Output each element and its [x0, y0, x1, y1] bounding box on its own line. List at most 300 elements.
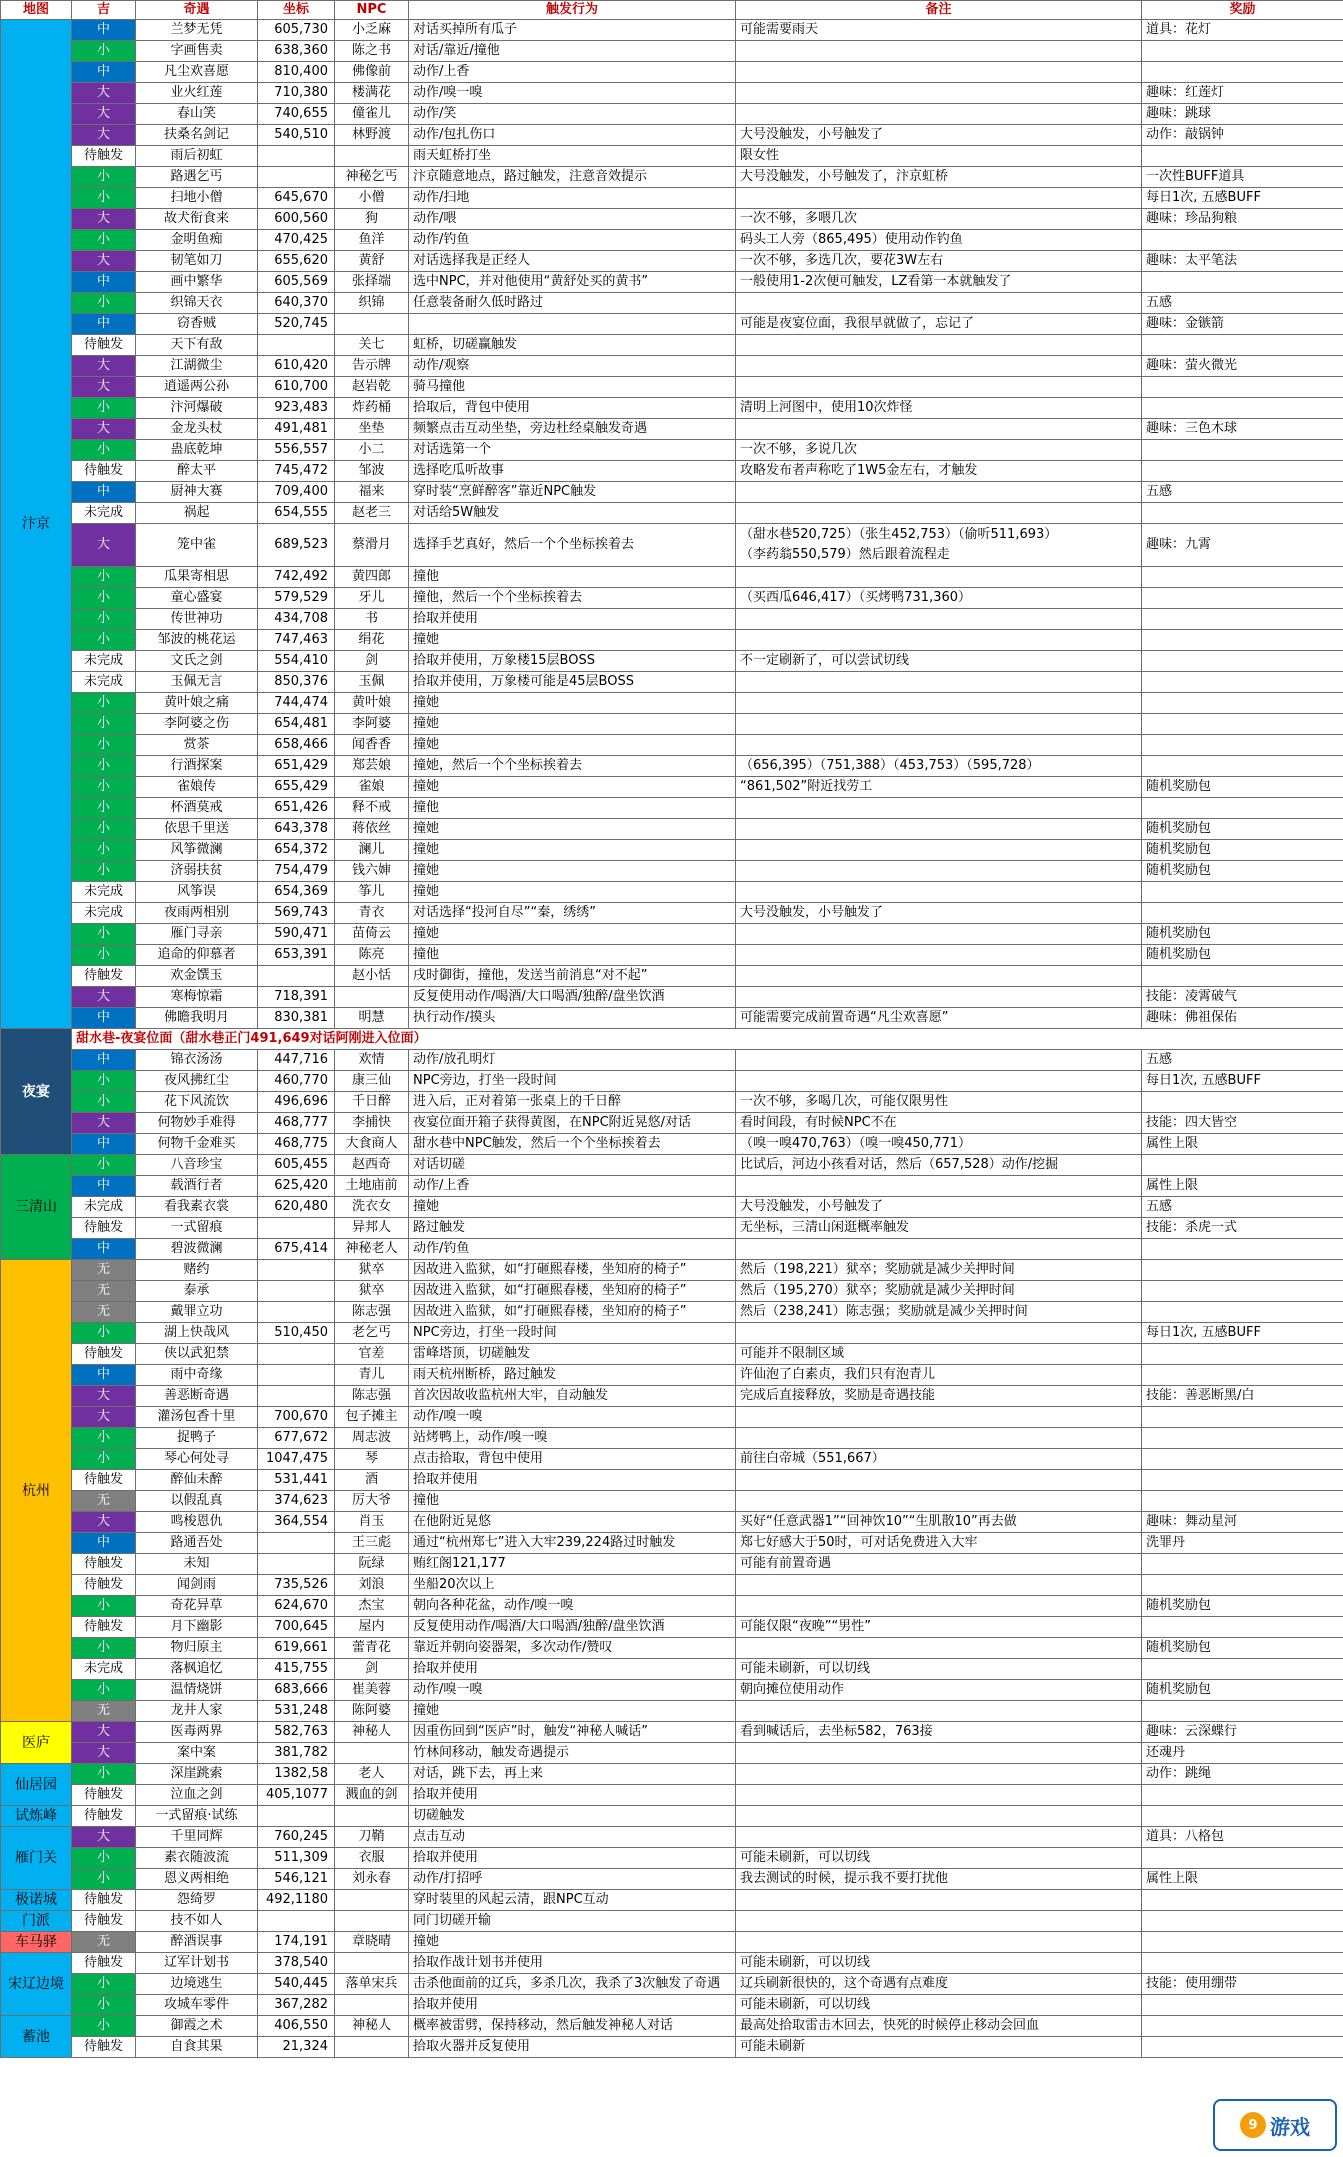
table-row: [1, 461, 1343, 482]
npc-cell: [335, 987, 409, 1008]
coord-cell: [258, 1218, 335, 1239]
note-cell: 可能未刷新: [736, 2037, 1142, 2058]
npc-cell: 刘浪: [335, 1575, 409, 1596]
npc-cell: 绢花: [335, 630, 409, 651]
reward-cell: [1142, 1428, 1343, 1449]
trigger-cell: 对话切磋: [409, 1155, 736, 1176]
name-cell: 锦衣汤汤: [136, 1050, 258, 1071]
trigger-cell: 因故进入监狱，如“打砸熙春楼，坐知府的椅子”: [409, 1302, 736, 1323]
npc-cell: 苗倚云: [335, 924, 409, 945]
note-cell: 一次不够，多选几次，要花3W左右: [736, 251, 1142, 272]
table-row: [1, 272, 1343, 293]
trigger-cell: 动作/扫地: [409, 188, 736, 209]
coord-cell: 745,472: [258, 461, 335, 482]
table-row: [1, 1848, 1343, 1869]
name-cell: 千里同辉: [136, 1827, 258, 1848]
coord-cell: 700,645: [258, 1617, 335, 1638]
name-cell: 寒梅惊霜: [136, 987, 258, 1008]
grade-cell: 无: [72, 1281, 136, 1302]
reward-cell: 趣味：云深蝶行: [1142, 1722, 1343, 1743]
note-cell: 买好“任意武器1”“回神饮10”“生肌散10”再去做: [736, 1512, 1142, 1533]
coord-cell: [258, 1554, 335, 1575]
coord-cell: 582,763: [258, 1722, 335, 1743]
npc-cell: 释不戒: [335, 798, 409, 819]
table-row: [1, 1722, 1343, 1743]
note-cell: 朝向摊位使用动作: [736, 1680, 1142, 1701]
reward-cell: [1142, 1932, 1343, 1953]
note-cell: [736, 1323, 1142, 1344]
grade-cell: 无: [72, 1932, 136, 1953]
trigger-cell: NPC旁边，打坐一段时间: [409, 1323, 736, 1344]
npc-cell: 林野渡: [335, 125, 409, 146]
table-row: [1, 146, 1343, 167]
npc-cell: 神秘人: [335, 2016, 409, 2037]
note-cell: [736, 567, 1142, 588]
site-watermark: [1213, 2099, 1337, 2151]
grade-cell: 小: [72, 41, 136, 62]
reward-cell: [1142, 1554, 1343, 1575]
note-cell: [736, 1827, 1142, 1848]
name-cell: 夜风拂红尘: [136, 1071, 258, 1092]
trigger-cell: 贿红阁121,177: [409, 1554, 736, 1575]
coord-cell: 470,425: [258, 230, 335, 251]
reward-cell: 五感: [1142, 1197, 1343, 1218]
name-cell: 花下风流饮: [136, 1092, 258, 1113]
npc-cell: 剑: [335, 651, 409, 672]
coord-cell: [258, 1344, 335, 1365]
grade-cell: 小: [72, 2016, 136, 2037]
table-row: [1, 188, 1343, 209]
name-cell: 雁门寻亲: [136, 924, 258, 945]
trigger-cell: 点击拾取，背包中使用: [409, 1449, 736, 1470]
table-row: [1, 798, 1343, 819]
coord-cell: [258, 1533, 335, 1554]
table-row: [1, 503, 1343, 524]
reward-cell: [1142, 1575, 1343, 1596]
grade-cell: 无: [72, 1260, 136, 1281]
map-cell: 雁门关: [1, 1827, 72, 1890]
note-cell: [736, 335, 1142, 356]
reward-cell: 技能：杀虎一式: [1142, 1218, 1343, 1239]
note-cell: （656,395）（751,388）（453,753）（595,728）: [736, 756, 1142, 777]
trigger-cell: 撞她: [409, 819, 736, 840]
coord-cell: 492,1180: [258, 1890, 335, 1911]
reward-cell: [1142, 693, 1343, 714]
coord-cell: 510,450: [258, 1323, 335, 1344]
note-cell: 许仙泡了白素贞，我们只有泡青儿: [736, 1365, 1142, 1386]
note-cell: [736, 1239, 1142, 1260]
npc-cell: 张择端: [335, 272, 409, 293]
coord-cell: 406,550: [258, 2016, 335, 2037]
trigger-cell: 反复使用动作/喝酒/大口喝酒/独醉/盘坐饮酒: [409, 987, 736, 1008]
coord-cell: [258, 1365, 335, 1386]
reward-cell: [1142, 882, 1343, 903]
coord-cell: 600,560: [258, 209, 335, 230]
trigger-cell: 点击互动: [409, 1827, 736, 1848]
map-cell: 宋辽边境: [1, 1953, 72, 2016]
coord-cell: 640,370: [258, 293, 335, 314]
trigger-cell: 靠近并朝向姿器架，多次动作/赞叹: [409, 1638, 736, 1659]
name-cell: 春山笑: [136, 104, 258, 125]
npc-cell: 包子摊主: [335, 1407, 409, 1428]
note-cell: [736, 1575, 1142, 1596]
grade-cell: 中: [72, 272, 136, 293]
coord-cell: 710,380: [258, 83, 335, 104]
name-cell: 济弱扶贫: [136, 861, 258, 882]
coord-cell: [258, 1911, 335, 1932]
grade-cell: 小: [72, 777, 136, 798]
name-cell: 奇花异草: [136, 1596, 258, 1617]
table-row: [1, 1995, 1343, 2016]
table-row: [1, 1617, 1343, 1638]
coord-cell: 658,466: [258, 735, 335, 756]
table-row: [1, 1869, 1343, 1890]
grade-cell: 大: [72, 251, 136, 272]
table-row: [1, 398, 1343, 419]
coord-cell: [258, 1302, 335, 1323]
npc-cell: 坐垫: [335, 419, 409, 440]
trigger-cell: 任意装备耐久低时路过: [409, 293, 736, 314]
reward-cell: [1142, 1260, 1343, 1281]
name-cell: 医毒两界: [136, 1722, 258, 1743]
coord-cell: 747,463: [258, 630, 335, 651]
note-cell: [736, 798, 1142, 819]
note-cell: [736, 861, 1142, 882]
grade-cell: 小: [72, 630, 136, 651]
reward-cell: [1142, 1701, 1343, 1722]
name-cell: 杯酒莫戒: [136, 798, 258, 819]
name-cell: 兰梦无凭: [136, 20, 258, 41]
note-cell: 大号没触发，小号触发了: [736, 1197, 1142, 1218]
reward-cell: [1142, 1365, 1343, 1386]
name-cell: 湖上快哉风: [136, 1323, 258, 1344]
grade-cell: 小: [72, 756, 136, 777]
trigger-cell: 撞他: [409, 798, 736, 819]
trigger-cell: 撞她: [409, 1197, 736, 1218]
name-cell: 侠以武犯禁: [136, 1344, 258, 1365]
name-cell: 雨后初虹: [136, 146, 258, 167]
note-cell: [736, 966, 1142, 987]
reward-cell: [1142, 2016, 1343, 2037]
coord-cell: 610,700: [258, 377, 335, 398]
npc-cell: 溅血的剑: [335, 1785, 409, 1806]
coord-cell: 605,730: [258, 20, 335, 41]
grade-cell: 未完成: [72, 1659, 136, 1680]
note-cell: 限女性: [736, 146, 1142, 167]
trigger-cell: 撞他: [409, 567, 736, 588]
note-cell: [736, 419, 1142, 440]
reward-cell: 动作：敲锅钟: [1142, 125, 1343, 146]
name-cell: 织锦天衣: [136, 293, 258, 314]
npc-cell: 剑: [335, 1659, 409, 1680]
grade-cell: 小: [72, 1869, 136, 1890]
name-cell: 蛊底乾坤: [136, 440, 258, 461]
grade-cell: 小: [72, 819, 136, 840]
npc-cell: 落单宋兵: [335, 1974, 409, 1995]
name-cell: 龙井人家: [136, 1701, 258, 1722]
name-cell: 载酒行者: [136, 1176, 258, 1197]
npc-cell: 神秘老人: [335, 1239, 409, 1260]
header-trigger: 触发行为: [409, 1, 736, 20]
trigger-cell: 穿时装里的风起云清，跟NPC互动: [409, 1890, 736, 1911]
table-body: [1, 20, 1343, 2058]
grade-cell: 小: [72, 167, 136, 188]
reward-cell: [1142, 398, 1343, 419]
reward-cell: [1142, 377, 1343, 398]
reward-cell: 五感: [1142, 1050, 1343, 1071]
coord-cell: 569,743: [258, 903, 335, 924]
npc-cell: [335, 1806, 409, 1827]
table-row: [1, 1281, 1343, 1302]
note-cell: [736, 609, 1142, 630]
trigger-cell: 拾取后，背包中使用: [409, 398, 736, 419]
grade-cell: 大: [72, 419, 136, 440]
grade-cell: 小: [72, 1680, 136, 1701]
name-cell: 自食其果: [136, 2037, 258, 2058]
note-cell: 比试后，河边小孩看对话，然后（657,528）动作/挖掘: [736, 1155, 1142, 1176]
coord-cell: 605,455: [258, 1155, 335, 1176]
npc-cell: 陈志强: [335, 1302, 409, 1323]
trigger-cell: 撞他: [409, 945, 736, 966]
name-cell: 雨中奇缘: [136, 1365, 258, 1386]
name-cell: 物归原主: [136, 1638, 258, 1659]
coord-cell: 754,479: [258, 861, 335, 882]
coord-cell: 620,480: [258, 1197, 335, 1218]
table-row: [1, 125, 1343, 146]
note-cell: [736, 1764, 1142, 1785]
npc-cell: 关七: [335, 335, 409, 356]
npc-cell: 土地庙前: [335, 1176, 409, 1197]
name-cell: 醉仙未醉: [136, 1470, 258, 1491]
trigger-cell: 雨天杭州断桥，路过触发: [409, 1365, 736, 1386]
trigger-cell: 汴京随意地点，路过触发，注意音效提示: [409, 167, 736, 188]
note-cell: 辽兵刷新很快的，这个奇遇有点难度: [736, 1974, 1142, 1995]
table-row: [1, 356, 1343, 377]
npc-cell: [335, 1911, 409, 1932]
note-cell: [736, 188, 1142, 209]
coord-cell: 434,708: [258, 609, 335, 630]
reward-cell: [1142, 1995, 1343, 2016]
note-cell: [736, 293, 1142, 314]
reward-cell: [1142, 41, 1343, 62]
reward-cell: 随机奖励包: [1142, 861, 1343, 882]
table-row: [1, 1239, 1343, 1260]
coord-cell: 923,483: [258, 398, 335, 419]
table-row: [1, 1680, 1343, 1701]
note-cell: 可能未刷新，可以切线: [736, 1848, 1142, 1869]
name-cell: 夜雨两相别: [136, 903, 258, 924]
grade-cell: 待触发: [72, 1953, 136, 1974]
table-row: [1, 1701, 1343, 1722]
npc-cell: 筝儿: [335, 882, 409, 903]
coord-cell: 381,782: [258, 1743, 335, 1764]
trigger-cell: 选中NPC，并对他使用“黄舒处买的黄书”: [409, 272, 736, 293]
npc-cell: 炸药桶: [335, 398, 409, 419]
header-grade: 吉: [72, 1, 136, 20]
name-cell: 御霞之术: [136, 2016, 258, 2037]
reward-cell: 趣味：跳球: [1142, 104, 1343, 125]
table-row: [1, 1911, 1343, 1932]
npc-cell: 钱六婶: [335, 861, 409, 882]
note-cell: “861,502”附近找劳工: [736, 777, 1142, 798]
grade-cell: 中: [72, 314, 136, 335]
note-cell: [736, 1071, 1142, 1092]
trigger-cell: 拾取并使用，万象楼15层BOSS: [409, 651, 736, 672]
reward-cell: 一次性BUFF道具: [1142, 167, 1343, 188]
grade-cell: 无: [72, 1701, 136, 1722]
reward-cell: [1142, 2037, 1343, 2058]
table-row: [1, 1806, 1343, 1827]
table-row: [1, 2037, 1343, 2058]
trigger-cell: 击杀他面前的辽兵，多杀几次，我杀了3次触发了奇遇: [409, 1974, 736, 1995]
npc-cell: 明慧: [335, 1008, 409, 1029]
note-cell: [736, 840, 1142, 861]
coord-cell: 700,670: [258, 1407, 335, 1428]
table-row: [1, 987, 1343, 1008]
reward-cell: [1142, 651, 1343, 672]
trigger-cell: 撞她: [409, 777, 736, 798]
name-cell: 温情烧饼: [136, 1680, 258, 1701]
reward-cell: [1142, 903, 1343, 924]
trigger-cell: 拾取作战计划书并使用: [409, 1953, 736, 1974]
grade-cell: 中: [72, 482, 136, 503]
trigger-cell: 动作/上香: [409, 62, 736, 83]
trigger-cell: 执行动作/摸头: [409, 1008, 736, 1029]
name-cell: 祸起: [136, 503, 258, 524]
npc-cell: 黄四郎: [335, 567, 409, 588]
trigger-cell: 竹林间移动，触发奇遇提示: [409, 1743, 736, 1764]
npc-cell: 杰宝: [335, 1596, 409, 1617]
npc-cell: 琴: [335, 1449, 409, 1470]
name-cell: 泣血之剑: [136, 1785, 258, 1806]
note-cell: 可能并不限制区域: [736, 1344, 1142, 1365]
name-cell: 怨绮罗: [136, 1890, 258, 1911]
table-row: [1, 1596, 1343, 1617]
name-cell: 画中繁华: [136, 272, 258, 293]
reward-cell: 每日1次, 五感BUFF: [1142, 1071, 1343, 1092]
grade-cell: 小: [72, 924, 136, 945]
note-cell: 可能需要完成前置奇遇“凡尘欢喜愿”: [736, 1008, 1142, 1029]
trigger-cell: 对话选择“投河自尽”“秦，绣绣”: [409, 903, 736, 924]
npc-cell: 澜儿: [335, 840, 409, 861]
note-cell: 不一定刷新了，可以尝试切线: [736, 651, 1142, 672]
coord-cell: 638,360: [258, 41, 335, 62]
name-cell: 行酒探案: [136, 756, 258, 777]
note-cell: [736, 377, 1142, 398]
note-cell: （嗅一嗅470,763）（嗅一嗅450,771）: [736, 1134, 1142, 1155]
coord-cell: 540,510: [258, 125, 335, 146]
name-cell: 扫地小僧: [136, 188, 258, 209]
table-row: [1, 1890, 1343, 1911]
map-cell: 夜宴: [1, 1029, 72, 1155]
grade-cell: 小: [72, 440, 136, 461]
npc-cell: 狱卒: [335, 1260, 409, 1281]
note-cell: [736, 987, 1142, 1008]
reward-cell: 趣味：九霄: [1142, 524, 1343, 567]
coord-cell: 415,755: [258, 1659, 335, 1680]
reward-cell: 趣味：萤火微光: [1142, 356, 1343, 377]
name-cell: 赌约: [136, 1260, 258, 1281]
note-cell: 然后（238,241）陈志强；奖励就是减少关押时间: [736, 1302, 1142, 1323]
watermark-text: 游戏: [1270, 2114, 1310, 2139]
note-cell: （买西瓜646,417）（买烤鸭731,360）: [736, 588, 1142, 609]
table-row: [1, 567, 1343, 588]
note-cell: [736, 1407, 1142, 1428]
reward-cell: 每日1次, 五感BUFF: [1142, 1323, 1343, 1344]
coord-cell: 624,670: [258, 1596, 335, 1617]
name-cell: 凡尘欢喜愿: [136, 62, 258, 83]
grade-cell: 小: [72, 945, 136, 966]
name-cell: 捉鸭子: [136, 1428, 258, 1449]
npc-cell: 小僧: [335, 188, 409, 209]
grade-cell: 大: [72, 1407, 136, 1428]
reward-cell: 趣味：太平笔法: [1142, 251, 1343, 272]
table-row: [1, 62, 1343, 83]
note-cell: [736, 1428, 1142, 1449]
note-cell: [736, 882, 1142, 903]
reward-cell: 随机奖励包: [1142, 1638, 1343, 1659]
npc-cell: 狗: [335, 209, 409, 230]
note-cell: [736, 1638, 1142, 1659]
grade-cell: 小: [72, 398, 136, 419]
name-cell: 辽军计划书: [136, 1953, 258, 1974]
reward-cell: [1142, 756, 1343, 777]
coord-cell: 1382,58: [258, 1764, 335, 1785]
npc-cell: 阮绿: [335, 1554, 409, 1575]
trigger-cell: 对话给5W触发: [409, 503, 736, 524]
trigger-cell: NPC旁边，打坐一段时间: [409, 1071, 736, 1092]
reward-cell: 随机奖励包: [1142, 777, 1343, 798]
name-cell: 黄叶娘之痛: [136, 693, 258, 714]
trigger-cell: 拾取并使用: [409, 1995, 736, 2016]
reward-cell: [1142, 798, 1343, 819]
name-cell: 善恶断奇遇: [136, 1386, 258, 1407]
map-cell: 试炼峰: [1, 1806, 72, 1827]
grade-cell: 小: [72, 188, 136, 209]
grade-cell: 小: [72, 1449, 136, 1470]
npc-cell: 雀娘: [335, 777, 409, 798]
table-row: [1, 1344, 1343, 1365]
coord-cell: 718,391: [258, 987, 335, 1008]
note-cell: 然后（195,270）狱卒；奖励就是减少关押时间: [736, 1281, 1142, 1302]
note-cell: 一般使用1-2次便可触发，LZ看第一本就触发了: [736, 272, 1142, 293]
name-cell: 案中案: [136, 1743, 258, 1764]
grade-cell: 待触发: [72, 1890, 136, 1911]
table-row: [1, 882, 1343, 903]
reward-cell: [1142, 1953, 1343, 1974]
grade-cell: 小: [72, 1596, 136, 1617]
table-row: [1, 693, 1343, 714]
name-cell: 何物千金难买: [136, 1134, 258, 1155]
grade-cell: 未完成: [72, 1197, 136, 1218]
coord-cell: [258, 167, 335, 188]
note-cell: 郑七好感大于50时，可对话免费进入大牢: [736, 1533, 1142, 1554]
trigger-cell: 对话选第一个: [409, 440, 736, 461]
table-row: [1, 1260, 1343, 1281]
grade-cell: 待触发: [72, 2037, 136, 2058]
name-cell: 风筝微澜: [136, 840, 258, 861]
coord-cell: [258, 1260, 335, 1281]
note-cell: 完成后直接释放，奖励是奇遇技能: [736, 1386, 1142, 1407]
reward-cell: [1142, 335, 1343, 356]
reward-cell: 趣味：红莲灯: [1142, 83, 1343, 104]
note-cell: 码头工人旁（865,495）使用动作钓鱼: [736, 230, 1142, 251]
coord-cell: 556,557: [258, 440, 335, 461]
name-cell: 邹波的桃花运: [136, 630, 258, 651]
coord-cell: 850,376: [258, 672, 335, 693]
trigger-cell: 因故进入监狱，如“打砸熙春楼，坐知府的椅子”: [409, 1260, 736, 1281]
reward-cell: 属性上限: [1142, 1869, 1343, 1890]
